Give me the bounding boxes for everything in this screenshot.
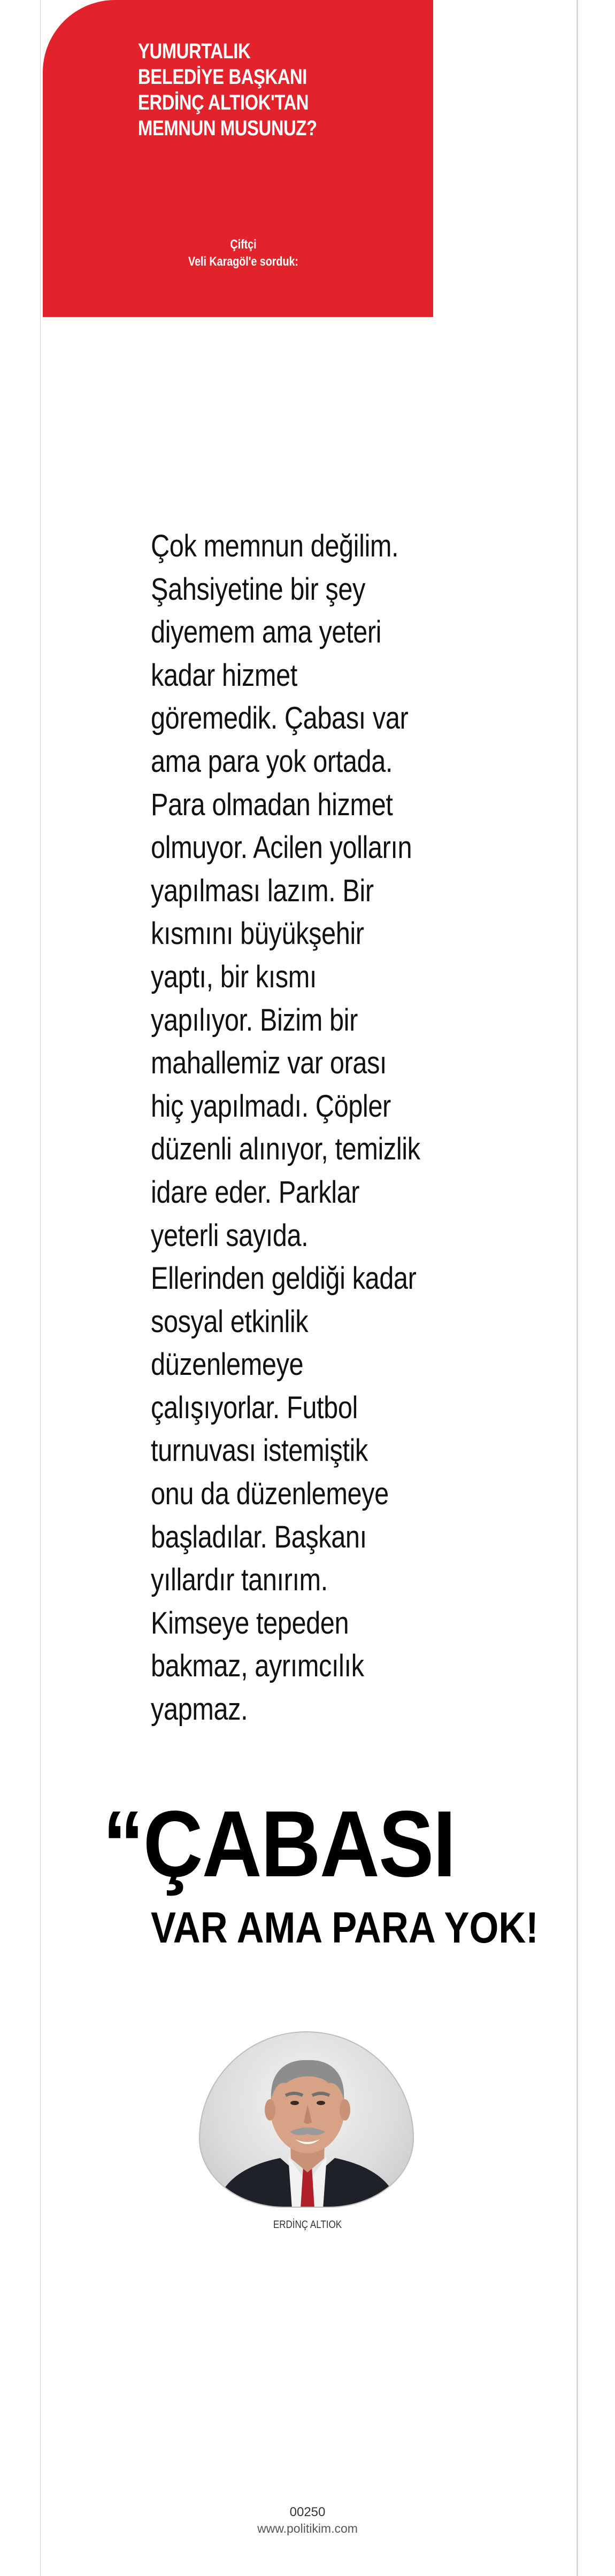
headline [138,38,366,141]
article-line: idare eder. Parklar [151,1174,360,1210]
article-line: çalışıyorlar. Futbol [151,1390,358,1425]
article-line: yeterli sayıda. [151,1218,309,1253]
article-line: yaptı, bir kısmı [151,959,317,994]
interviewee-role: Çiftçi [230,237,257,252]
article-line: onu da düzenlemeye [151,1476,389,1512]
article-line: Para olmadan hizmet [151,787,393,822]
photo-caption: ERDİNÇ ALTIOK [273,2219,342,2231]
article-line: hiç yapılmadı. Çöpler [151,1088,391,1124]
article-line: başladılar. Başkanı [151,1519,367,1554]
article-line: olmuyor. Acilen yolların [151,830,412,865]
page-number: 00250 [289,2505,326,2519]
article-line: ama para yok ortada. [151,744,393,779]
article-body [151,525,439,1731]
article-line: yıllardır tanırım. [151,1562,328,1598]
website-link[interactable]: www.politikim.com [257,2521,358,2535]
article-line: yapılması lazım. Bir [151,873,374,908]
headline-line: BELEDİYE BAŞKANI [138,65,308,89]
headline-line: YUMURTALIK [138,40,251,63]
article-line: Kimseye tepeden [151,1605,349,1641]
headline-line: MEMNUN MUSUNUZ? [138,117,317,140]
headline-line: ERDİNÇ ALTIOK'TAN [138,91,309,114]
article-line: sosyal etkinlik [151,1304,309,1339]
portrait-photo-icon [199,2031,414,2208]
article-line: mahallemiz var orası [151,1046,387,1081]
pull-quote-sub: VAR AMA PARA YOK! [151,1904,539,1952]
article-line: yapılıyor. Bizim bir [151,1002,358,1038]
left-border-line [40,0,41,2576]
article-line: düzenli alınıyor, temizlik [151,1132,420,1167]
pull-quote-main: “ÇABASI [103,1792,455,1897]
article-line: diyemem ama yeteri [151,615,382,650]
article-line: yapmaz. [151,1692,248,1727]
article-line: Ellerinden geldiği kadar [151,1261,417,1296]
right-border-line [576,0,578,2576]
article-line: bakmaz, ayrımcılık [151,1649,364,1684]
article-line: turnuvası istemiştik [151,1433,368,1468]
article-line: kadar hizmet [151,657,297,693]
interviewee-name: Veli Karagöl'e sorduk: [188,254,298,269]
article-line: düzenlemeye [151,1347,304,1382]
article-line: Çok memnun değilim. [151,529,399,563]
article-line: kısmını büyükşehir [151,916,364,952]
article-line: Şahsiyetine bir şey [151,571,365,607]
article-line: göremedik. Çabası var [151,701,409,736]
